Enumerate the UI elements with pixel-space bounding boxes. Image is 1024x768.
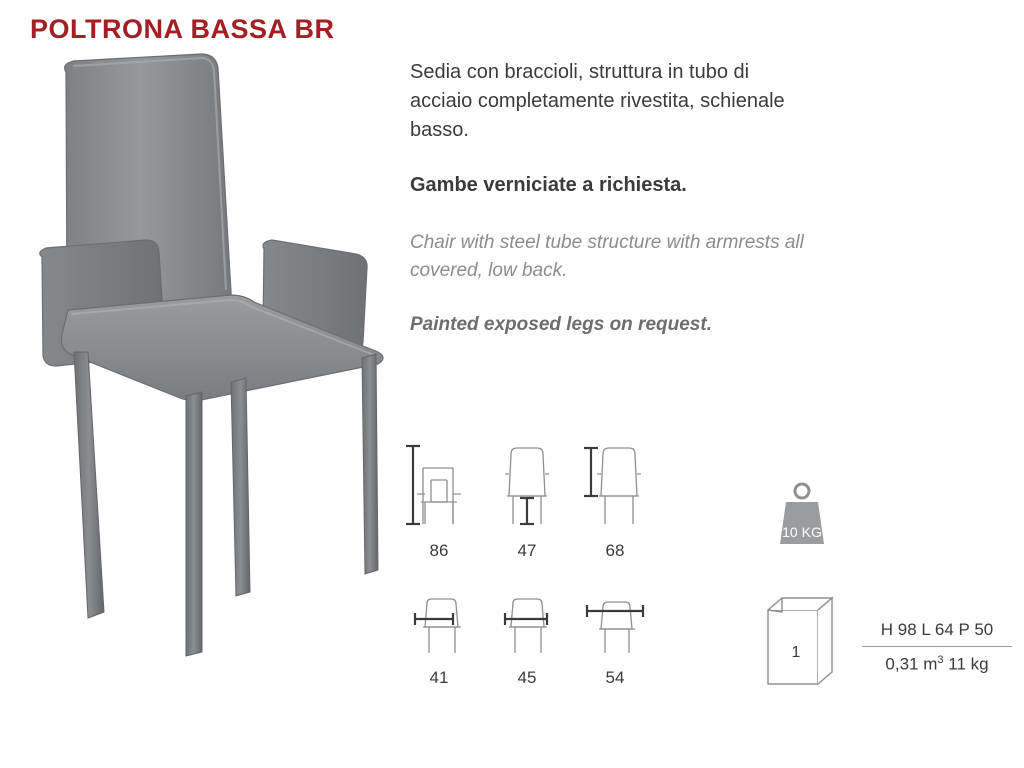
dimension-row-heights [400, 440, 660, 561]
packaging-weight: 11 kg [948, 654, 989, 674]
carton-box-icon [760, 592, 840, 692]
description-english-bold: Painted exposed legs on request. [410, 314, 712, 335]
dimension-label: 41 [429, 668, 449, 687]
dimension-cell-86 [400, 440, 478, 561]
packaging-volume-value: 0,31 [885, 654, 919, 674]
page-title: POLTRONA BASSA BR [30, 14, 335, 44]
dimension-label: 47 [517, 541, 537, 560]
dimension-label: 45 [517, 668, 537, 687]
product-photo [26, 52, 396, 672]
description-block [410, 58, 810, 338]
weight-label: 10 KG [782, 524, 822, 540]
dimension-label: 68 [605, 541, 625, 560]
chair-seat-depth-side-icon [400, 597, 478, 659]
packaging-divider [862, 646, 1012, 647]
chair-seat-height-front-icon [488, 440, 566, 532]
packaging-volume-unit: m [923, 654, 938, 674]
description-italian: Sedia con braccioli, struttura in tubo di acciaio completamente rivestita, schienale basso. [410, 61, 785, 141]
description-italian-bold: Gambe verniciate a richiesta. [410, 174, 687, 196]
dimension-row-widths [400, 597, 660, 688]
dimension-cell-41 [400, 597, 478, 688]
dimension-cell-68 [576, 440, 654, 561]
chair-height-front-icon [400, 440, 478, 532]
description-english: Chair with steel tube structure with armrests all covered, low back. [410, 232, 804, 281]
dimension-label: 86 [429, 541, 449, 560]
dimension-cell-45 [488, 597, 566, 688]
packaging-size: H 98 L 64 P 50 [880, 620, 994, 639]
packaging-quantity: 1 [791, 644, 801, 661]
weight-badge [762, 478, 842, 557]
chair-seat-width-front-icon [488, 597, 566, 659]
dimension-diagrams [400, 440, 660, 688]
dimension-cell-47 [488, 440, 566, 561]
dimension-cell-54 [576, 597, 654, 688]
dimension-label: 54 [605, 668, 625, 687]
weight-tag-icon [762, 478, 842, 552]
packaging-volume [862, 654, 1012, 675]
packaging-info [862, 620, 1012, 675]
chair-overall-width-front-icon [576, 597, 654, 659]
packaging-volume-exponent: 3 [937, 654, 944, 666]
packaging-box [760, 592, 840, 697]
chair-back-height-side-icon [576, 440, 654, 532]
